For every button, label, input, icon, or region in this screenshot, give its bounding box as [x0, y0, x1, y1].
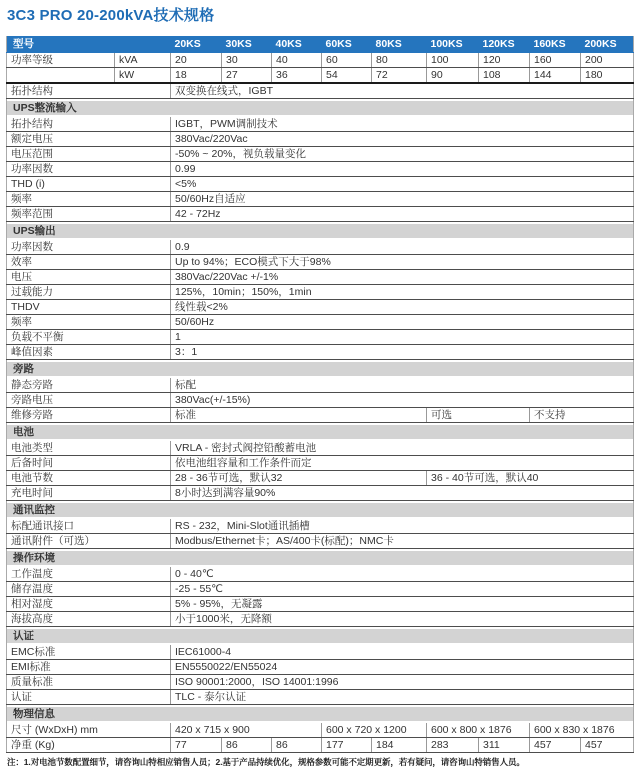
page-title: 3C3 PRO 20-200kVA技术规格: [7, 7, 215, 24]
spec-row: [7, 315, 634, 330]
row-value: 144: [530, 68, 581, 84]
row-value: 42 - 72Hz: [171, 207, 634, 222]
spec-row: [7, 177, 634, 192]
row-value: 36 - 40节可选，默认40: [427, 471, 634, 486]
row-value: EN5550022/EN55024: [171, 660, 634, 675]
row-label: EMC标准: [7, 645, 171, 660]
spec-row: [7, 582, 634, 597]
model-column-header: 80KS: [372, 36, 427, 53]
row-value: 不支持: [530, 408, 634, 423]
row-value: 600 x 720 x 1200: [322, 723, 427, 738]
row-value: TLC - 泰尔认证: [171, 690, 634, 705]
section-cell: [7, 705, 634, 724]
row-value: 77: [171, 738, 222, 753]
row-value: 86: [272, 738, 322, 753]
spec-row: [7, 567, 634, 582]
row-label: 维修旁路: [7, 408, 171, 423]
row-value: 20: [171, 53, 222, 68]
spec-row: [7, 612, 634, 627]
section-title: 物理信息: [7, 707, 633, 721]
row-value: 80: [372, 53, 427, 68]
section-row: [7, 99, 634, 118]
row-value: 160: [530, 53, 581, 68]
row-label: 通讯附件（可选）: [7, 534, 171, 549]
model-column-header: 60KS: [322, 36, 372, 53]
section-cell: [7, 222, 634, 241]
spec-row: [7, 132, 634, 147]
row-value: 457: [530, 738, 581, 753]
row-value: 108: [479, 68, 530, 84]
row-label: 功率因数: [7, 162, 171, 177]
section-cell: [7, 423, 634, 442]
row-value: 380Vac(+/-15%): [171, 393, 634, 408]
row-label: 海拔高度: [7, 612, 171, 627]
row-label: 认证: [7, 690, 171, 705]
section-row: [7, 423, 634, 442]
section-title: 旁路: [7, 362, 633, 376]
spec-row: [7, 147, 634, 162]
spec-row: [7, 645, 634, 660]
model-column-header: 30KS: [222, 36, 272, 53]
spec-row: [7, 738, 634, 753]
section-row: [7, 360, 634, 379]
row-value: VRLA - 密封式阀控铅酸蓄电池: [171, 441, 634, 456]
spec-table: [6, 36, 634, 753]
model-column-header: 40KS: [272, 36, 322, 53]
row-value: 可选: [427, 408, 530, 423]
row-value: 标准: [171, 408, 427, 423]
spec-row: [7, 68, 634, 84]
row-label: 相对湿度: [7, 597, 171, 612]
section-row: [7, 627, 634, 646]
row-label: 电池类型: [7, 441, 171, 456]
spec-row: [7, 345, 634, 360]
spec-row: [7, 393, 634, 408]
row-label: 旁路电压: [7, 393, 171, 408]
section-title: 操作环境: [7, 551, 633, 565]
row-value: -25 - 55℃: [171, 582, 634, 597]
spec-row: [7, 534, 634, 549]
spec-row: [7, 83, 634, 99]
row-value: IEC61000-4: [171, 645, 634, 660]
spec-row: [7, 519, 634, 534]
spec-row: [7, 300, 634, 315]
row-value: 36: [272, 68, 322, 84]
section-cell: [7, 627, 634, 646]
section-cell: [7, 501, 634, 520]
spec-row: [7, 270, 634, 285]
spec-row: [7, 471, 634, 486]
row-value: 标配: [171, 378, 634, 393]
row-value: 40: [272, 53, 322, 68]
section-row: [7, 549, 634, 568]
row-label: 频率: [7, 315, 171, 330]
row-value: 双变换在线式，IGBT: [171, 83, 634, 99]
row-value: 8小时达到满容量90%: [171, 486, 634, 501]
row-value: Modbus/Ethernet卡；AS/400卡(标配)；NMC卡: [171, 534, 634, 549]
spec-row: [7, 285, 634, 300]
section-title: 电池: [7, 425, 633, 439]
section-title: 通讯监控: [7, 503, 633, 517]
spec-row: [7, 117, 634, 132]
model-column-header: 100KS: [427, 36, 479, 53]
section-cell: [7, 549, 634, 568]
row-label: 尺寸 (WxDxH) mm: [7, 723, 171, 738]
row-value: 120: [479, 53, 530, 68]
row-label: 额定电压: [7, 132, 171, 147]
row-value: 380Vac/220Vac +/-1%: [171, 270, 634, 285]
row-value: 18: [171, 68, 222, 84]
row-value: 28 - 36节可选，默认32: [171, 471, 427, 486]
row-value: 177: [322, 738, 372, 753]
row-label: 电池节数: [7, 471, 171, 486]
row-label: THDV: [7, 300, 171, 315]
section-row: [7, 222, 634, 241]
section-title: UPS输出: [7, 224, 633, 238]
model-column-header: 200KS: [581, 36, 634, 53]
spec-row: [7, 240, 634, 255]
row-label: 充电时间: [7, 486, 171, 501]
table-header-row: [7, 36, 634, 53]
row-label: 峰值因素: [7, 345, 171, 360]
row-value: 50/60Hz: [171, 315, 634, 330]
spec-row: [7, 456, 634, 471]
row-value: 200: [581, 53, 634, 68]
section-row: [7, 501, 634, 520]
row-value: 小于1000米，无降额: [171, 612, 634, 627]
model-column-header: 20KS: [171, 36, 222, 53]
row-label: 标配通讯接口: [7, 519, 171, 534]
row-label: 净重 (Kg): [7, 738, 171, 753]
row-value: 380Vac/220Vac: [171, 132, 634, 147]
row-unit: kW: [115, 68, 171, 84]
row-label: 频率范围: [7, 207, 171, 222]
row-label: 负载不平衡: [7, 330, 171, 345]
row-value: IGBT，PWM调制技术: [171, 117, 634, 132]
row-label: 拓扑结构: [7, 117, 171, 132]
row-value: 457: [581, 738, 634, 753]
row-value: 283: [427, 738, 479, 753]
row-value: 27: [222, 68, 272, 84]
spec-row: [7, 255, 634, 270]
row-value: 90: [427, 68, 479, 84]
spec-row: [7, 330, 634, 345]
row-label: 电压范围: [7, 147, 171, 162]
model-header-label: 型号: [7, 36, 171, 53]
section-cell: [7, 99, 634, 118]
model-column-header: 120KS: [479, 36, 530, 53]
spec-table-body: [7, 36, 634, 753]
row-value: 72: [372, 68, 427, 84]
row-label: THD (i): [7, 177, 171, 192]
row-unit: kVA: [115, 53, 171, 68]
row-label: 后备时间: [7, 456, 171, 471]
row-value: 线性载<2%: [171, 300, 634, 315]
row-label: 过载能力: [7, 285, 171, 300]
row-label: 频率: [7, 192, 171, 207]
row-value: 180: [581, 68, 634, 84]
spec-row: [7, 192, 634, 207]
spec-row: [7, 660, 634, 675]
row-value: 依电池组容量和工作条件而定: [171, 456, 634, 471]
section-row: [7, 705, 634, 724]
footnote: 注：1.对电池节数配置细节，请咨询山特相应销售人员；2.基于产品持续优化，规格参数可能不定期更新，若有疑问，请咨询山特销售人员。: [7, 757, 525, 767]
row-label: 功率等级: [7, 53, 115, 68]
row-label: 静态旁路: [7, 378, 171, 393]
row-value: 420 x 715 x 900: [171, 723, 322, 738]
row-value: Up to 94%；ECO模式下大于98%: [171, 255, 634, 270]
row-value: 30: [222, 53, 272, 68]
row-value: 0 - 40℃: [171, 567, 634, 582]
row-value: 0.99: [171, 162, 634, 177]
row-value: 3：1: [171, 345, 634, 360]
spec-row: [7, 408, 634, 423]
spec-row: [7, 441, 634, 456]
row-value: 125%，10min；150%，1min: [171, 285, 634, 300]
row-value: <5%: [171, 177, 634, 192]
row-value: 600 x 800 x 1876: [427, 723, 530, 738]
spec-row: [7, 162, 634, 177]
model-column-header: 160KS: [530, 36, 581, 53]
row-label: 储存温度: [7, 582, 171, 597]
spec-row: [7, 723, 634, 738]
row-value: 100: [427, 53, 479, 68]
row-label: [7, 68, 115, 84]
spec-row: [7, 53, 634, 68]
spec-row: [7, 675, 634, 690]
row-value: -50% ~ 20%，视负载量变化: [171, 147, 634, 162]
row-value: 5% - 95%，无凝露: [171, 597, 634, 612]
spec-row: [7, 597, 634, 612]
section-cell: [7, 360, 634, 379]
spec-row: [7, 690, 634, 705]
row-value: RS - 232，Mini-Slot通讯插槽: [171, 519, 634, 534]
row-value: 600 x 830 x 1876: [530, 723, 634, 738]
row-label: 工作温度: [7, 567, 171, 582]
row-value: 60: [322, 53, 372, 68]
row-value: 50/60Hz自适应: [171, 192, 634, 207]
row-label: 电压: [7, 270, 171, 285]
row-value: ISO 90001:2000，ISO 14001:1996: [171, 675, 634, 690]
row-value: 311: [479, 738, 530, 753]
row-label: 拓扑结构: [7, 83, 171, 99]
row-label: EMI标准: [7, 660, 171, 675]
row-value: 0.9: [171, 240, 634, 255]
row-label: 质量标准: [7, 675, 171, 690]
row-value: 184: [372, 738, 427, 753]
row-value: 54: [322, 68, 372, 84]
row-label: 功率因数: [7, 240, 171, 255]
spec-row: [7, 378, 634, 393]
row-value: 86: [222, 738, 272, 753]
spec-row: [7, 207, 634, 222]
section-title: UPS整流输入: [7, 101, 633, 115]
spec-row: [7, 486, 634, 501]
row-label: 效率: [7, 255, 171, 270]
row-value: 1: [171, 330, 634, 345]
section-title: 认证: [7, 629, 633, 643]
